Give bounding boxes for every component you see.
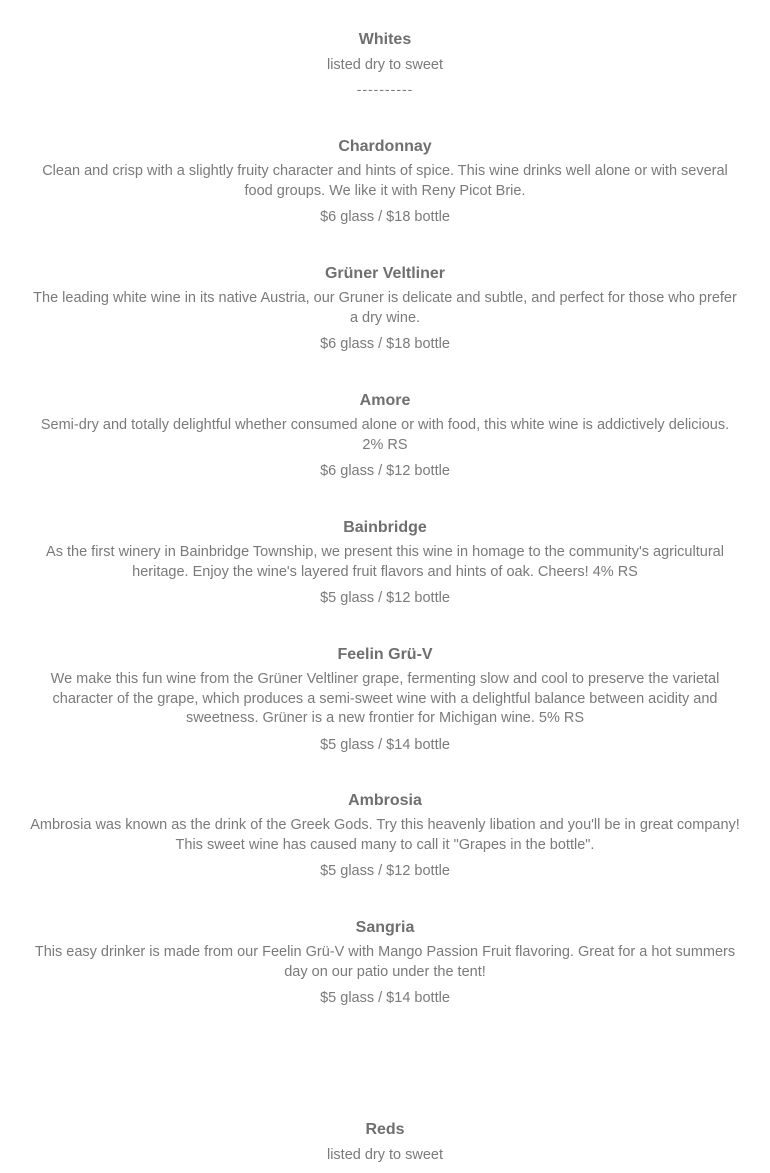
wine-description: This easy drinker is made from our Feelin Grü-V with Mango Passion Fruit flavoring. Great for a hot summers day on our patio under the tent! — [34, 944, 736, 980]
wine-item-chardonnay — [30, 137, 740, 227]
whites-subtitle: listed dry to sweet — [326, 57, 444, 73]
wine-item-bainbridge — [30, 518, 740, 608]
wine-name: Feelin Grü-V — [337, 646, 433, 663]
wine-item-gruner-veltliner — [30, 264, 740, 354]
reds-subtitle: listed dry to sweet — [326, 1147, 444, 1163]
whites-header — [30, 30, 740, 97]
wine-item-feelin-gru-v — [30, 645, 740, 755]
wine-name: Chardonnay — [338, 138, 432, 155]
wine-item-amore — [30, 391, 740, 481]
wine-price: $6 glass / $18 bottle — [320, 336, 450, 352]
wine-name: Sangria — [355, 919, 415, 936]
wine-item-ambrosia — [30, 791, 740, 881]
wine-name: Amore — [359, 392, 411, 409]
reds-header — [30, 1120, 740, 1165]
wine-name: Grüner Veltliner — [324, 265, 446, 282]
wine-description: Semi-dry and totally delightful whether consumed alone or with food, this white wine is addictively delicious. 2% RS — [40, 417, 730, 453]
reds-title: Reds — [365, 1121, 405, 1138]
wine-description: As the first winery in Bainbridge Township, we present this wine in homage to the community's agricultural heritage. Enjoy the wine's layered fruit flavors and hints of oak. Cheers! 4% RS — [46, 544, 724, 580]
wine-description: The leading white wine in its native Austria, our Gruner is delicate and subtle, and perfect for those who prefer a dry wine. — [33, 290, 737, 326]
wine-description: We make this fun wine from the Grüner Veltliner grape, fermenting slow and cool to preserve the varietal character of the grape, which produces a semi-sweet wine with a delightful balance between acidity and sweetness. Grüner is a new frontier for Michigan wine. 5% RS — [50, 671, 720, 726]
wine-item-sangria — [30, 918, 740, 1008]
whites-title: Whites — [358, 31, 412, 48]
wine-price: $6 glass / $12 bottle — [320, 463, 450, 479]
wine-price: $5 glass / $14 bottle — [320, 736, 450, 753]
wine-description: Clean and crisp with a slightly fruity character and hints of spice. This wine drinks well alone or with several food groups. We like it with Reny Picot Brie. — [42, 163, 728, 199]
wine-price: $5 glass / $12 bottle — [320, 863, 450, 879]
wine-name: Bainbridge — [343, 519, 427, 536]
wine-price: $5 glass / $12 bottle — [320, 590, 450, 606]
wine-name: Ambrosia — [348, 792, 422, 809]
wine-price: $5 glass / $14 bottle — [320, 990, 450, 1006]
wine-price: $6 glass / $18 bottle — [320, 209, 450, 225]
whites-divider: ---------- — [356, 81, 414, 97]
wine-description: Ambrosia was known as the drink of the Greek Gods. Try this heavenly libation and you'll be in great company! This sweet wine has caused many to call it "Grapes in the bottle". — [30, 817, 740, 853]
